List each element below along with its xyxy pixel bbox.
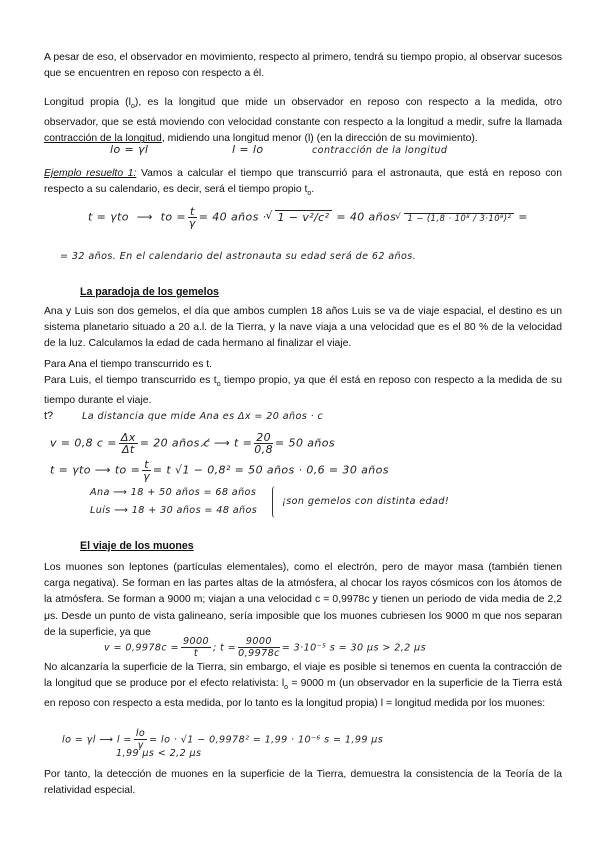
hw-proper-time-calc: t = γto ⟶ to = $\frac{t}{\gamma}$ = t √1 − 0,8² = 50 años · 0,6 = 30 años	[50, 458, 389, 483]
contraction-term: contracción de la longitud	[44, 133, 162, 145]
hw-velocity-calc: v = 0,8 c = $\frac{\Delta x}{\Delta t}$ = 20 años c̸ ⟶ t = $\frac{20}{0,8}$ = 50 años	[50, 431, 336, 456]
hw-ana-age: Ana ⟶ 18 + 50 años = 68 años	[90, 487, 257, 498]
section-title-muones: El viaje de los muones	[80, 540, 194, 552]
example-label: Ejemplo resuelto 1:	[44, 168, 137, 179]
hw-muon-length-calc: lo = γl ⟶ l = $\frac{lo}{\gamma}$ = lo · √1 − 0,9978² = 1,99 · 10⁻⁶ s = 1,99 μs	[62, 728, 384, 751]
hw-distance: La distancia que mide Ana es Δx = 20 años · c	[82, 411, 324, 422]
hw-muon-comparison: 1,99 μs < 2,2 μs	[116, 748, 202, 759]
section-title-gemelos: La paradoja de los gemelos	[80, 286, 219, 298]
hw-gemelos-note: ¡son gemelos con distinta edad!	[282, 496, 450, 507]
gemelos-paragraph-1: Ana y Luis son dos gemelos, el día que ambos cumplen 18 años Luis se va de viaje espacial, el destino es un sistema planetario situado a 20 a.l. de la Tierra, y la nave viaja a una velocidad que es el 80 % de la velocidad de la luz. Calculamos la edad de cada hermano al finalizar el viaje.	[44, 306, 562, 350]
hw-example-calc: t = γto ⟶ to = $\frac{t}{\gamma}$ = 40 años ·√ 1 − v²/c² = 40 años√ 1 − (1,8 · 10⁸ / 3·10⁸)² =	[88, 206, 528, 229]
hw-lo-equation: lo = γl	[110, 143, 149, 156]
intro-paragraph-2: Longitud propia $(l_o)$, es la longitud que mide un observador en reposo con respecto a la medida, otro observador, que se está moviendo con velocidad constante con respecto a la longitud a medir, sufre la llamada contracción de la longitud, midiendo una longitud menor (l) (en la dirección de su movimiento).	[44, 97, 563, 145]
gemelos-paragraph-3: Para Luis, el tiempo transcurrido es $t_o$ tiempo propio, ya que él está en reposo con respecto a la medida de su tiempo durante el viaje.	[44, 375, 562, 407]
muones-paragraph-2: No alcanzaría la superficie de la Tierra, sin embargo, el viaje es posible si tenemos en cuenta la contracción de la longitud que se produce por el efecto relativista: $l_o = 9000$ m (un observador en la superficie de la Tierra está en reposo con respecto a esta medida, por lo tanto es la longitud propia) l = longitud medida por los muones:	[44, 662, 562, 710]
brace-decoration	[272, 486, 279, 518]
example-paragraph: Ejemplo resuelto 1: Vamos a calcular el tiempo que transcurrió para el astronauta, que está en reposo con respecto a su calendario, es decir, será el tiempo propio $t_o$.	[44, 168, 562, 198]
muones-paragraph-1: Los muones son leptones (partículas elementales), como el electrón, pero de mayor masa (también tienen carga negativa). Se forman en las partes altas de la atmósfera, al chocar los rayos cósmicos con los átomos de la atmósfera. Se forman a 9000 m; viajan a una velocidad c = 0,9978c y tienen un periodo de vida media de 2,2 μs. Desde un punto de vista galineano, sería imposible que los muones cubriesen los 9000 m que nos separan de la superficie, ya que	[44, 562, 562, 638]
gemelos-paragraph-2: Para Ana el tiempo transcurrido es t.	[44, 359, 213, 370]
hw-contraction-note: contracción de la longitud	[312, 145, 448, 156]
hw-example-result: = 32 años. En el calendario del astronauta su edad será de 62 años.	[60, 251, 417, 262]
intro-paragraph-1: A pesar de eso, el observador en movimiento, respecto al primero, tendrá su tiempo propio, al observar sucesos que se encuentren en reposo con respecto a él.	[44, 52, 562, 80]
muones-paragraph-3: Por tanto, la detección de muones en la superficie de la Tierra, demuestra la consistencia de la Teoría de la relatividad especial.	[44, 769, 562, 797]
hw-luis-age: Luis ⟶ 18 + 30 años = 48 años	[90, 505, 258, 516]
gemelos-question: t?	[44, 410, 54, 422]
hw-muon-speed-calc: v = 0,9978c = $\frac{9000}{t}$ ; t = $\frac{9000}{0,9978c}$ = 3·10⁻⁵ s = 30 μs > 2,2 μs	[104, 636, 427, 659]
hw-l-equation: l = lo	[232, 143, 264, 156]
